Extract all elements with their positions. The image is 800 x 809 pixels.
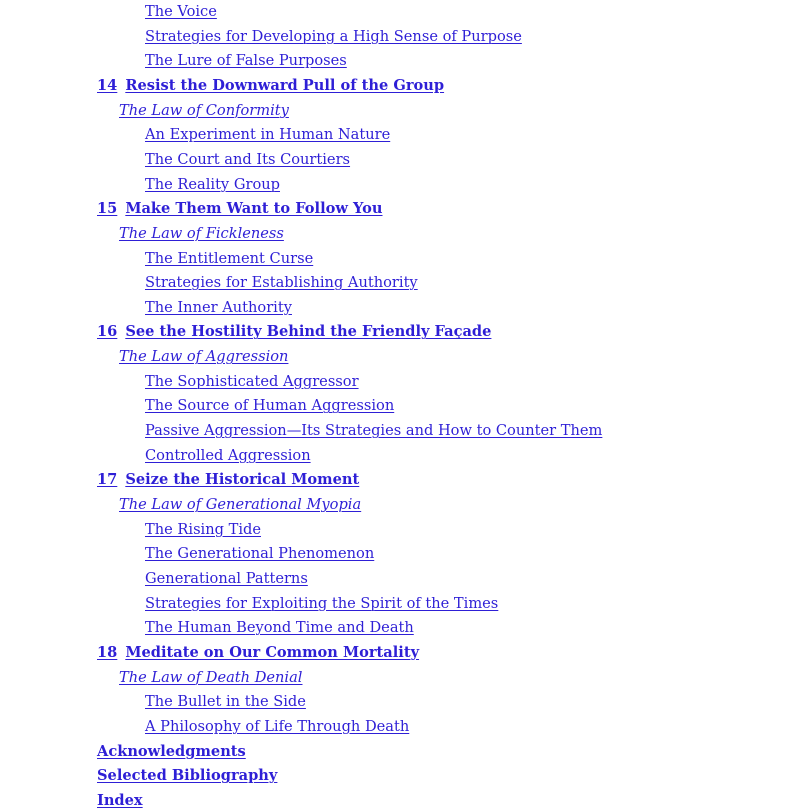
toc-chapter-16-link[interactable]: [97, 323, 491, 340]
chapter-number: 18: [97, 643, 118, 661]
chapter-title: Make Them Want to Follow You: [125, 200, 383, 218]
chapter-title: Resist the Downward Pull of the Group: [125, 76, 445, 94]
toc-link-selected-bibliography[interactable]: Selected Bibliography: [97, 767, 278, 785]
toc-link-inner-authority[interactable]: The Inner Authority: [145, 298, 292, 316]
toc-link-sophisticated-aggressor[interactable]: The Sophisticated Aggressor: [145, 372, 359, 390]
toc-link-entitlement-curse[interactable]: The Entitlement Curse: [145, 249, 314, 267]
toc-chapter-18-link[interactable]: [97, 644, 419, 661]
toc-link-court-courtiers[interactable]: The Court and Its Courtiers: [145, 150, 351, 168]
toc-law-link-conformity[interactable]: The Law of Conformity: [119, 101, 289, 119]
chapter-number: 16: [97, 323, 118, 341]
toc-law-link-aggression[interactable]: The Law of Aggression: [119, 348, 289, 366]
toc-law-link-generational-myopia[interactable]: The Law of Generational Myopia: [119, 496, 362, 513]
toc-link-philosophy-life-death[interactable]: A Philosophy of Life Through Death: [145, 717, 410, 735]
toc-chapter-15-link[interactable]: [97, 200, 383, 217]
toc-link-acknowledgments[interactable]: Acknowledgments: [97, 742, 246, 760]
toc-link-human-beyond-time[interactable]: The Human Beyond Time and Death: [145, 619, 414, 637]
toc-link-generational-patterns[interactable]: Generational Patterns: [145, 569, 308, 587]
toc-link-rising-tide[interactable]: The Rising Tide: [145, 520, 261, 538]
toc-law-link-fickleness[interactable]: The Law of Fickleness: [119, 224, 284, 242]
chapter-number: 17: [97, 471, 118, 489]
chapter-number: 14: [97, 76, 118, 94]
toc-link-establishing-authority[interactable]: Strategies for Establishing Authority: [145, 274, 418, 292]
chapter-title: Meditate on Our Common Mortality: [125, 643, 420, 661]
toc-chapter-14-link[interactable]: [97, 77, 444, 94]
toc-link-bullet-in-side[interactable]: The Bullet in the Side: [145, 693, 306, 711]
toc-link-index[interactable]: Index: [97, 791, 143, 809]
chapter-title: See the Hostility Behind the Friendly Façade: [125, 323, 492, 341]
chapter-title: Seize the Historical Moment: [125, 471, 360, 489]
toc-law-link-death-denial[interactable]: The Law of Death Denial: [119, 668, 303, 686]
toc-link-generational-phenomenon[interactable]: The Generational Phenomenon: [145, 545, 375, 563]
toc-link-passive-aggression[interactable]: Passive Aggression—Its Strategies and How to Counter Them: [145, 422, 603, 440]
toc-chapter-17-link[interactable]: [97, 471, 359, 488]
toc-link-exploiting-spirit-times[interactable]: Strategies for Exploiting the Spirit of the Times: [145, 594, 499, 612]
toc-link-experiment-human-nature[interactable]: An Experiment in Human Nature: [145, 126, 391, 144]
toc-link-the-voice[interactable]: The Voice: [145, 3, 217, 20]
toc-link-reality-group[interactable]: The Reality Group: [145, 175, 280, 193]
chapter-number: 15: [97, 200, 118, 218]
toc-link-lure-false-purposes[interactable]: The Lure of False Purposes: [145, 52, 347, 70]
toc-link-controlled-aggression[interactable]: Controlled Aggression: [145, 446, 311, 464]
toc-link-strategies-high-purpose[interactable]: Strategies for Developing a High Sense of Purpose: [145, 27, 522, 45]
toc-link-source-human-aggression[interactable]: The Source of Human Aggression: [145, 397, 395, 415]
